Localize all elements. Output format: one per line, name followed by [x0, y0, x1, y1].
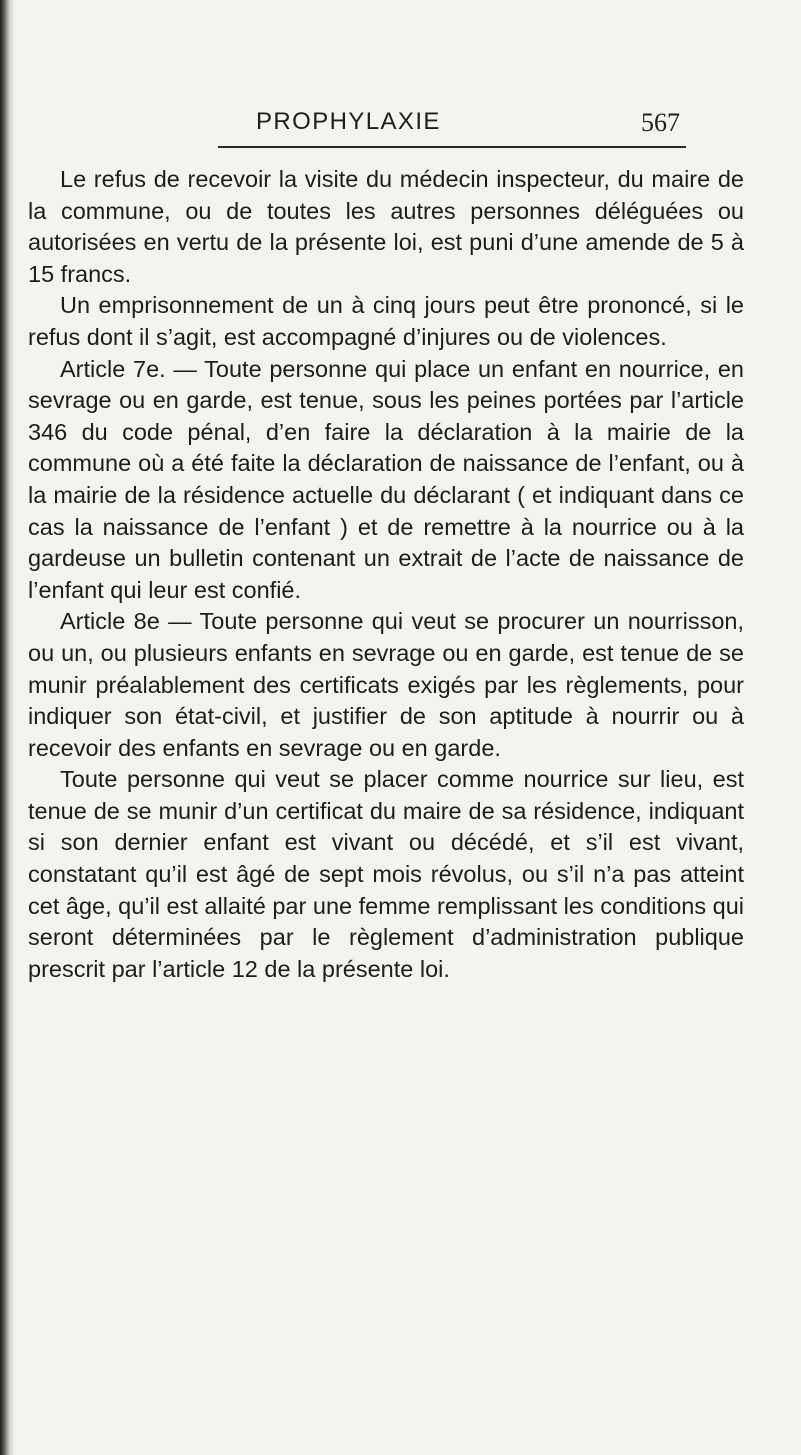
- body-text: [28, 164, 744, 985]
- header-rule: [218, 146, 686, 148]
- running-head: [218, 104, 688, 144]
- page-number: 567: [641, 108, 680, 137]
- running-head-title: PROPHYLAXIE: [256, 108, 441, 135]
- paragraph-imprisonment: Un emprisonnement de un à cinq jours peut être prononcé, si le refus dont il s’agit, est accompagné d’injures ou de violences.: [28, 292, 744, 350]
- paragraph-article-8: Article 8e — Toute personne qui veut se procurer un nourrisson, ou un, ou plusieurs enfants en sevrage ou en garde, est tenue de se munir préalablement des certificats exigés par les règlements, pour indiquer son état-civil, et justifier de son aptitude à nourrir ou à recevoir des enfants en sevrage ou en garde.: [28, 608, 744, 761]
- paragraph-refusal-fine: Le refus de recevoir la visite du médecin inspecteur, du maire de la commune, ou de toutes les autres personnes déléguées ou autorisées en vertu de la présente loi, est puni d’une amende de 5 à 15 francs.: [28, 166, 744, 287]
- binding-shadow: [0, 0, 14, 1455]
- paragraph-wet-nurse: Toute personne qui veut se placer comme nourrice sur lieu, est tenue de se munir d’un certificat du maire de sa résidence, indiquant si son dernier enfant est vivant ou décédé, et s’il est vivant, constatant qu’il est âgé de sept mois révolus, ou s’il n’a pas atteint cet âge, qu’il est allaité par une femme remplissant les conditions qui seront déterminées par le règlement d’administration publique prescrit par l’article 12 de la présente loi.: [28, 766, 744, 982]
- paragraph-article-7: Article 7e. — Toute personne qui place un enfant en nourrice, en sevrage ou en garde, est tenue, sous les peines portées par l’article 346 du code pénal, d’en faire la déclaration à la mairie de la commune où a été faite la déclaration de naissance de l’enfant, ou à la mairie de la résidence actuelle du déclarant ( et indiquant dans ce cas la naissance de l’enfant ) et de remettre à la nourrice ou à la gardeuse un bulletin contenant un extrait de l’acte de naissance de l’enfant qui leur est confié.: [28, 355, 744, 603]
